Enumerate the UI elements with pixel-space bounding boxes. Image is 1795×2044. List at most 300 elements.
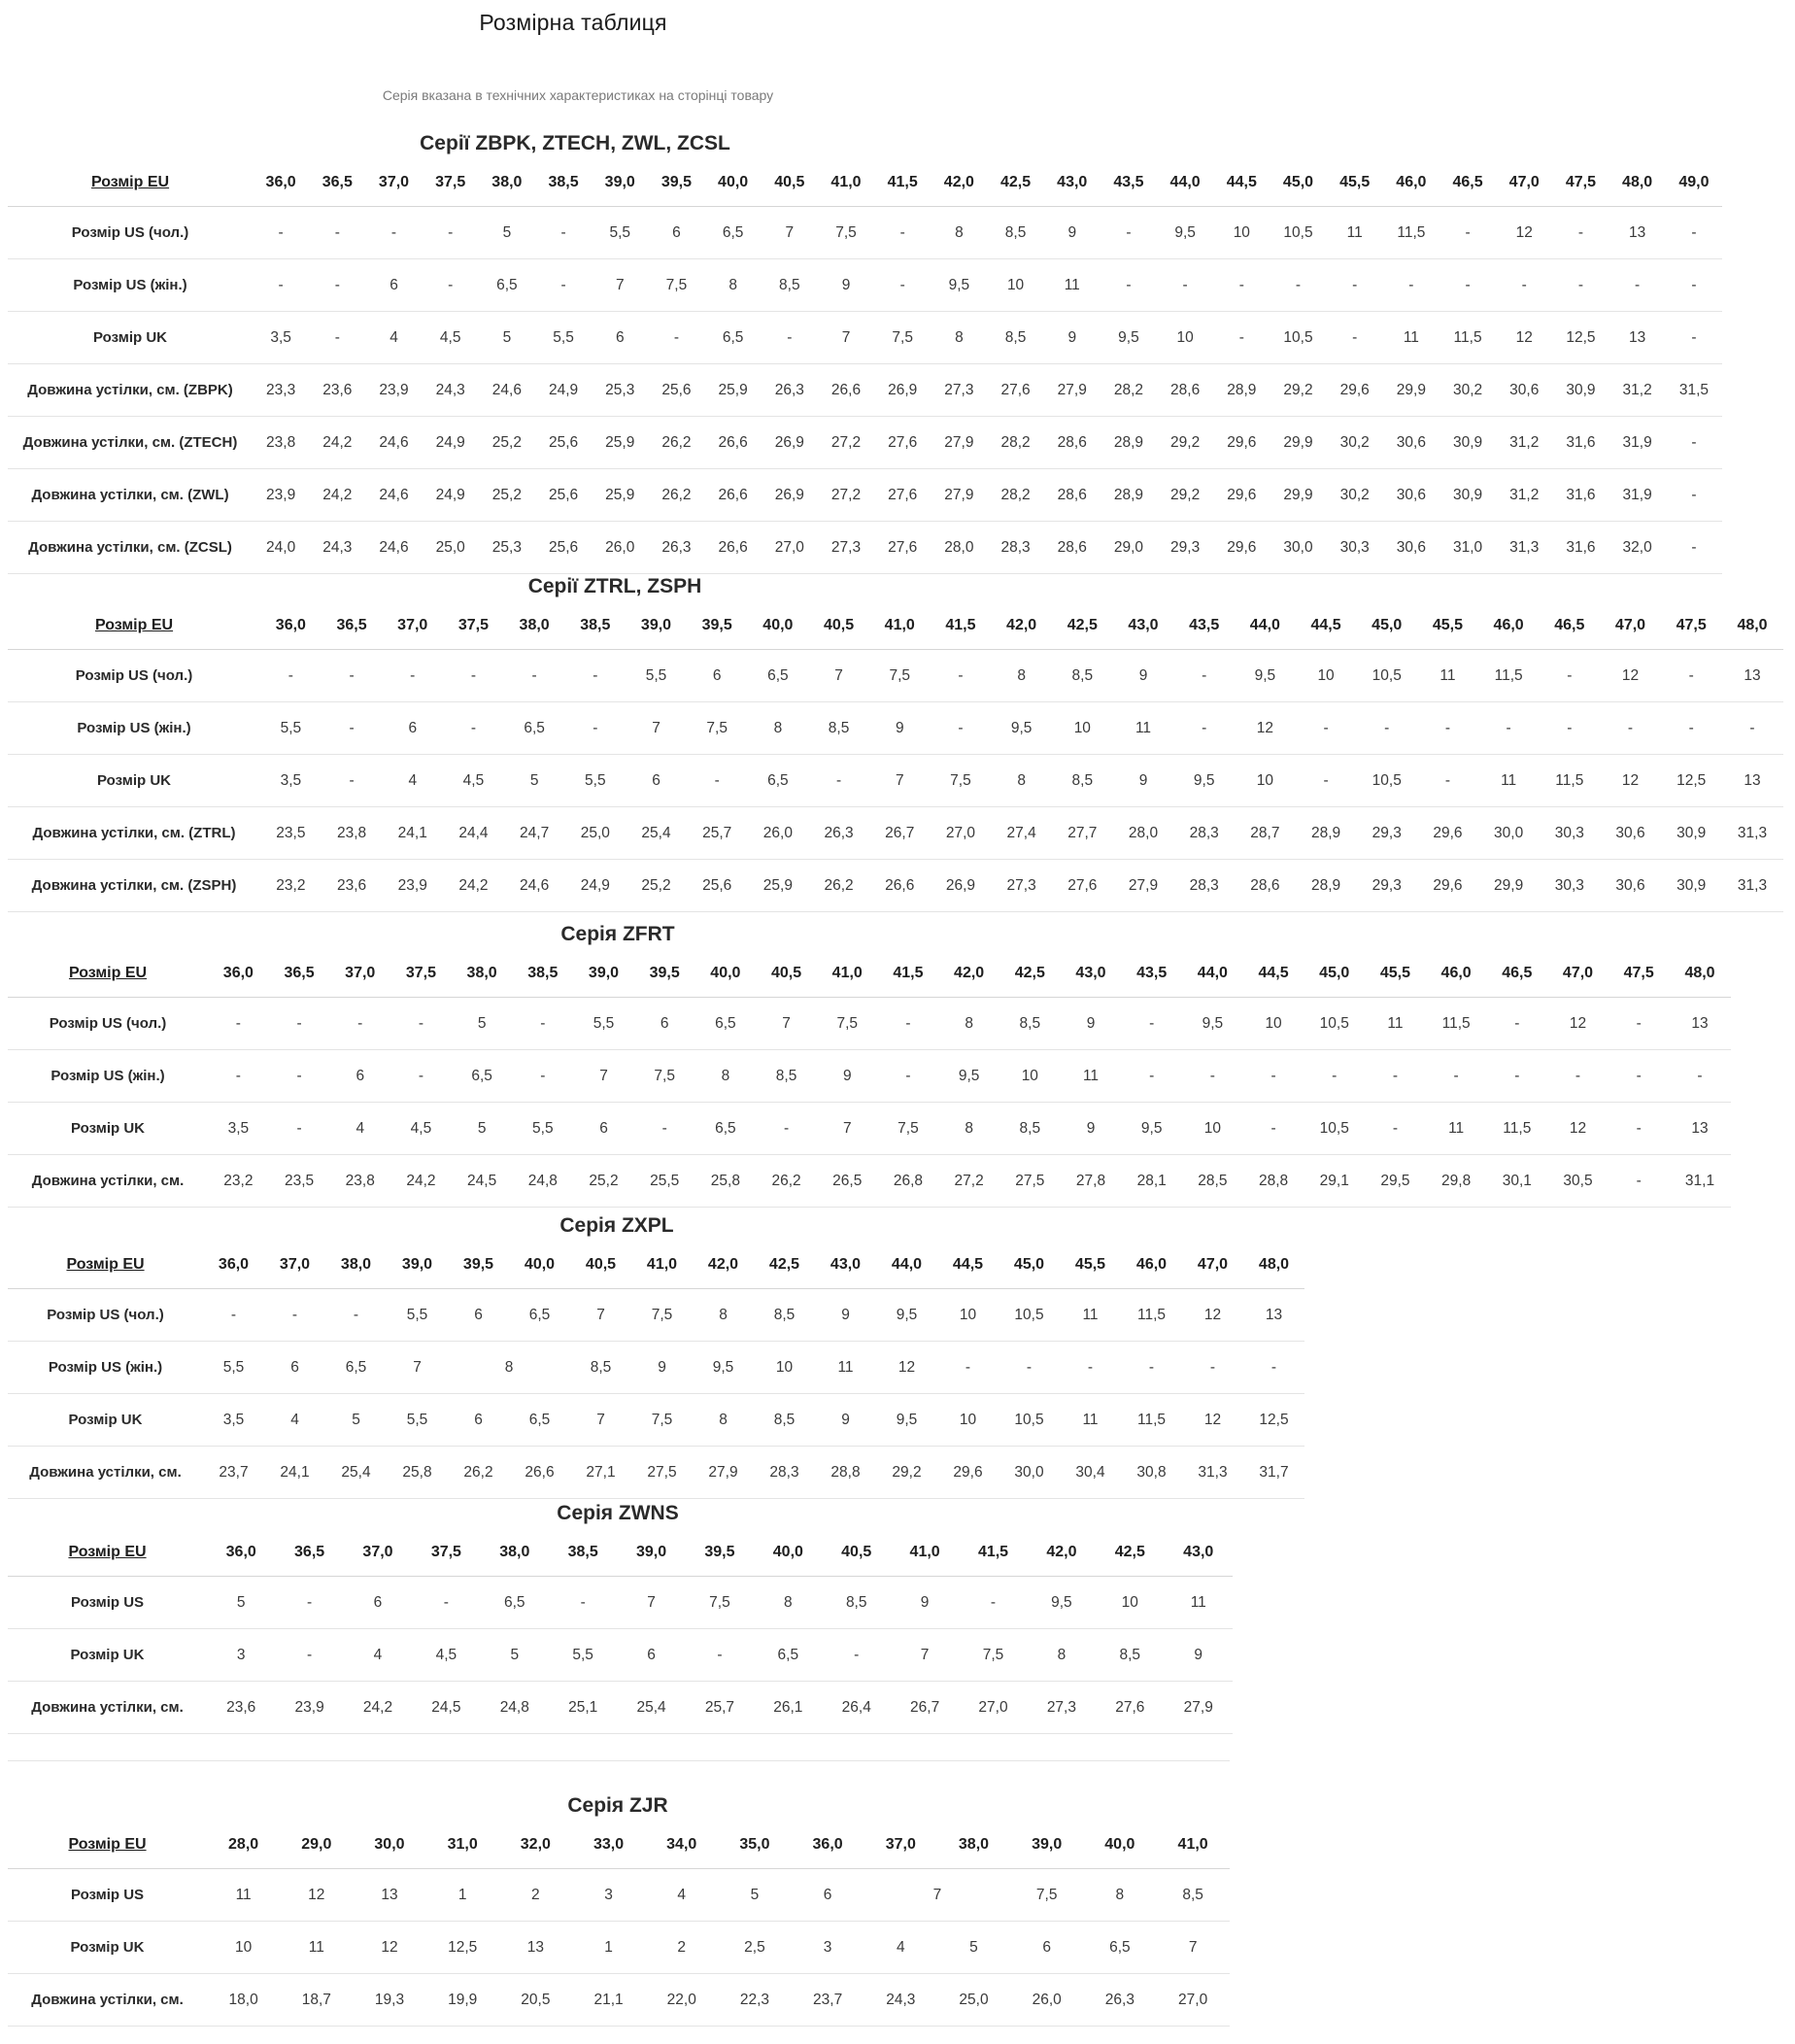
table-cell: 9,5 xyxy=(876,1394,937,1447)
table-cell: 6 xyxy=(365,259,422,312)
table-row xyxy=(8,1103,1731,1155)
table-cell: 23,8 xyxy=(253,417,309,469)
table-cell: - xyxy=(1213,312,1270,364)
header-size-cell: 39,5 xyxy=(686,1529,754,1577)
table-cell: 18,7 xyxy=(280,1974,353,2027)
table-cell: 10,5 xyxy=(999,1289,1060,1342)
table-cell: 25,2 xyxy=(479,417,535,469)
table-cell: 7,5 xyxy=(687,702,748,755)
table-cell: 10 xyxy=(754,1342,815,1394)
table-cell: 11 xyxy=(1365,998,1426,1050)
header-size-cell: 40,0 xyxy=(748,602,809,650)
header-size-cell: 34,0 xyxy=(645,1822,718,1869)
header-size-cell: 46,0 xyxy=(1121,1242,1182,1289)
table-cell: 8 xyxy=(748,702,809,755)
header-size-cell: 37,0 xyxy=(264,1242,325,1289)
series-title: Серії ZTRL, ZSPH xyxy=(527,575,702,597)
table-cell: 25,6 xyxy=(535,522,592,574)
table-cell: 8 xyxy=(1083,1869,1156,1922)
table-cell: 9 xyxy=(818,259,874,312)
table-cell: - xyxy=(535,259,592,312)
table-cell: 7 xyxy=(762,207,818,259)
table-cell: 12 xyxy=(1182,1289,1243,1342)
table-cell: 26,9 xyxy=(931,860,992,912)
table-cell: 10,5 xyxy=(1356,650,1417,702)
table-cell: - xyxy=(931,702,992,755)
table-cell: 13 xyxy=(499,1922,572,1974)
table-cell: - xyxy=(208,1050,269,1103)
table-cell: 8,5 xyxy=(987,312,1043,364)
header-size-cell: 44,5 xyxy=(1213,159,1270,207)
table-cell: 6 xyxy=(634,998,695,1050)
header-size-cell: 41,0 xyxy=(1156,1822,1229,1869)
table-cell: 26,6 xyxy=(818,364,874,417)
table-cell: 23,6 xyxy=(309,364,365,417)
table-row xyxy=(8,1869,1230,1922)
header-size-cell: 36,0 xyxy=(203,1242,264,1289)
row-label: Довжина устілки, см. xyxy=(8,1974,207,2027)
table-cell: 8,5 xyxy=(762,259,818,312)
table-cell: 8,5 xyxy=(808,702,869,755)
table-cell: - xyxy=(269,1050,330,1103)
header-size-cell: 38,5 xyxy=(549,1529,617,1577)
row-label: Розмір US (жін.) xyxy=(8,1342,203,1394)
table-cell: - xyxy=(1661,650,1722,702)
header-size-cell: 37,0 xyxy=(365,159,422,207)
table-cell: 24,4 xyxy=(443,807,504,860)
header-size-cell: 37,0 xyxy=(382,602,443,650)
table-cell: 10 xyxy=(1052,702,1113,755)
table-cell: 27,6 xyxy=(1052,860,1113,912)
header-size-cell: 40,5 xyxy=(808,602,869,650)
table-cell: 9,5 xyxy=(1157,207,1213,259)
table-cell: - xyxy=(1552,207,1609,259)
table-cell: 23,7 xyxy=(792,1974,864,2027)
header-label: Розмір EU xyxy=(8,602,260,650)
header-size-cell: 44,0 xyxy=(1157,159,1213,207)
header-size-cell: 31,0 xyxy=(426,1822,499,1869)
table-cell: 27,9 xyxy=(931,417,987,469)
table-cell: 27,3 xyxy=(991,860,1052,912)
table-cell: 24,1 xyxy=(382,807,443,860)
table-cell: 28,5 xyxy=(1182,1155,1243,1208)
table-cell: 24,9 xyxy=(423,469,479,522)
table-cell: 27,9 xyxy=(1113,860,1174,912)
table-cell: 26,0 xyxy=(1010,1974,1083,2027)
table-cell: - xyxy=(1600,702,1661,755)
header-label: Розмір EU xyxy=(8,950,208,998)
table-header-row xyxy=(8,159,1722,207)
table-cell: 2 xyxy=(645,1922,718,1974)
header-size-cell: 43,5 xyxy=(1101,159,1157,207)
table-cell: 26,3 xyxy=(1083,1974,1156,2027)
table-row xyxy=(8,1974,1230,2027)
table-row xyxy=(8,650,1783,702)
row-label: Розмір UK xyxy=(8,1103,208,1155)
table-cell: 8 xyxy=(931,207,987,259)
header-size-cell: 45,0 xyxy=(1270,159,1326,207)
table-cell: 28,2 xyxy=(987,469,1043,522)
table-cell: 12,5 xyxy=(1552,312,1609,364)
table-cell: 30,6 xyxy=(1383,469,1439,522)
table-cell: - xyxy=(322,755,383,807)
table-cell: 7 xyxy=(592,259,648,312)
table-cell: 29,6 xyxy=(1327,364,1383,417)
table-cell: 30,5 xyxy=(1547,1155,1609,1208)
table-cell: 24,6 xyxy=(479,364,535,417)
table-cell: 23,9 xyxy=(365,364,422,417)
header-size-cell: 36,5 xyxy=(269,950,330,998)
table-cell: 26,2 xyxy=(756,1155,817,1208)
table-cell: 6,5 xyxy=(695,998,757,1050)
row-label: Довжина устілки, см. (ZWL) xyxy=(8,469,253,522)
header-size-cell: 45,5 xyxy=(1365,950,1426,998)
table-cell: - xyxy=(1101,207,1157,259)
table-cell: 9 xyxy=(1113,650,1174,702)
table-row xyxy=(8,364,1722,417)
table-cell: - xyxy=(1666,522,1722,574)
table-cell: 29,9 xyxy=(1270,469,1326,522)
table-cell: 7 xyxy=(570,1394,631,1447)
table-cell: - xyxy=(269,998,330,1050)
table-cell: 7 xyxy=(818,312,874,364)
table-cell: 24,5 xyxy=(412,1682,480,1734)
table-cell: - xyxy=(1609,1103,1670,1155)
table-cell: 4 xyxy=(864,1922,937,1974)
table-cell: 9,5 xyxy=(1235,650,1296,702)
series-title: Серії ZBPK, ZTECH, ZWL, ZCSL xyxy=(420,132,730,154)
table-cell: - xyxy=(1539,702,1600,755)
table-cell: 5,5 xyxy=(626,650,687,702)
table-cell: - xyxy=(1417,755,1478,807)
table-cell: 26,2 xyxy=(808,860,869,912)
table-cell: 28,2 xyxy=(987,417,1043,469)
size-table xyxy=(8,159,1722,574)
row-label: Розмір US (жін.) xyxy=(8,259,253,312)
table-cell: 31,6 xyxy=(1552,469,1609,522)
table-cell: 6 xyxy=(687,650,748,702)
header-size-cell: 38,0 xyxy=(479,159,535,207)
table-cell: 27,1 xyxy=(570,1447,631,1499)
table-cell: 24,3 xyxy=(864,1974,937,2027)
table-cell: 24,3 xyxy=(309,522,365,574)
table-cell: 12 xyxy=(876,1342,937,1394)
table-cell: 11 xyxy=(280,1922,353,1974)
table-row xyxy=(8,702,1783,755)
table-cell: 26,4 xyxy=(823,1682,891,1734)
table-cell: - xyxy=(1670,1050,1731,1103)
table-cell: 27,6 xyxy=(987,364,1043,417)
table-cell: 3,5 xyxy=(253,312,309,364)
table-row xyxy=(8,1394,1304,1447)
table-cell: 31,9 xyxy=(1609,469,1666,522)
table-row xyxy=(8,469,1722,522)
table-cell: 24,8 xyxy=(512,1155,573,1208)
table-cell: 29,6 xyxy=(1213,469,1270,522)
table-cell: 5 xyxy=(325,1394,387,1447)
table-cell: 31,1 xyxy=(1670,1155,1731,1208)
table-cell: 23,6 xyxy=(322,860,383,912)
table-cell: - xyxy=(1439,259,1496,312)
header-size-cell: 48,0 xyxy=(1670,950,1731,998)
table-cell: 28,9 xyxy=(1101,417,1157,469)
table-cell: 24,6 xyxy=(504,860,565,912)
table-cell: 6,5 xyxy=(479,259,535,312)
table-cell: 24,2 xyxy=(390,1155,452,1208)
table-cell: - xyxy=(1552,259,1609,312)
table-cell: - xyxy=(878,1050,939,1103)
row-label: Довжина устілки, см. xyxy=(8,1447,203,1499)
header-size-cell: 42,0 xyxy=(693,1242,754,1289)
header-size-cell: 36,0 xyxy=(208,950,269,998)
table-cell: - xyxy=(762,312,818,364)
table-cell: 13 xyxy=(1609,312,1666,364)
table-cell: 28,6 xyxy=(1044,469,1101,522)
table-cell: 24,2 xyxy=(344,1682,412,1734)
header-size-cell: 42,5 xyxy=(987,159,1043,207)
header-size-cell: 39,0 xyxy=(387,1242,448,1289)
table-cell: 12 xyxy=(353,1922,425,1974)
table-cell: 7 xyxy=(817,1103,878,1155)
row-label: Розмір UK xyxy=(8,1922,207,1974)
table-cell: - xyxy=(1182,1050,1243,1103)
header-size-cell: 33,0 xyxy=(572,1822,645,1869)
table-cell: 27,2 xyxy=(818,417,874,469)
table-cell: 6,5 xyxy=(705,207,762,259)
table-cell: 7 xyxy=(756,998,817,1050)
table-cell: 5,5 xyxy=(564,755,626,807)
table-cell: 11,5 xyxy=(1486,1103,1547,1155)
table-cell: - xyxy=(1661,702,1722,755)
row-label: Розмір UK xyxy=(8,1394,203,1447)
table-cell: 24,0 xyxy=(253,522,309,574)
table-cell: - xyxy=(423,207,479,259)
header-size-cell: 36,0 xyxy=(260,602,322,650)
table-cell: 12 xyxy=(1496,207,1552,259)
table-cell: 23,9 xyxy=(382,860,443,912)
table-cell: 30,9 xyxy=(1661,860,1722,912)
table-cell: 31,6 xyxy=(1552,522,1609,574)
table-cell: - xyxy=(1121,998,1182,1050)
table-cell: 30,6 xyxy=(1600,807,1661,860)
table-cell: 26,9 xyxy=(762,469,818,522)
table-cell: 29,1 xyxy=(1304,1155,1365,1208)
table-cell: - xyxy=(1486,998,1547,1050)
table-cell: 5,5 xyxy=(549,1629,617,1682)
table-cell: 31,2 xyxy=(1496,417,1552,469)
table-cell: - xyxy=(264,1289,325,1342)
table-cell: 5 xyxy=(481,1629,549,1682)
header-size-cell: 47,0 xyxy=(1496,159,1552,207)
table-cell: 7,5 xyxy=(818,207,874,259)
table-cell: 29,3 xyxy=(1356,807,1417,860)
header-size-cell: 39,0 xyxy=(1010,1822,1083,1869)
table-cell: - xyxy=(1609,998,1670,1050)
table-cell: 6,5 xyxy=(1083,1922,1156,1974)
table-cell: 27,3 xyxy=(818,522,874,574)
table-cell: - xyxy=(512,1050,573,1103)
table-cell: - xyxy=(878,998,939,1050)
header-size-cell: 37,0 xyxy=(329,950,390,998)
header-size-cell: 41,0 xyxy=(891,1529,959,1577)
table-cell: - xyxy=(1173,650,1235,702)
size-table xyxy=(8,1242,1304,1499)
table-cell: 5,5 xyxy=(203,1342,264,1394)
table-cell: - xyxy=(808,755,869,807)
table-cell: 10,5 xyxy=(999,1394,1060,1447)
table-cell: 9 xyxy=(1113,755,1174,807)
table-cell: 25,4 xyxy=(617,1682,685,1734)
table-cell: - xyxy=(390,998,452,1050)
table-cell: 6,5 xyxy=(504,702,565,755)
table-cell: - xyxy=(1304,1050,1365,1103)
table-cell: 5 xyxy=(207,1577,275,1629)
table-cell: 28,6 xyxy=(1044,522,1101,574)
table-cell: 28,9 xyxy=(1296,860,1357,912)
table-cell: 25,7 xyxy=(686,1682,754,1734)
table-cell: 25,2 xyxy=(479,469,535,522)
header-size-cell: 47,5 xyxy=(1609,950,1670,998)
size-table xyxy=(8,1822,1230,2027)
table-cell: 24,6 xyxy=(365,417,422,469)
table-cell: 28,3 xyxy=(1173,807,1235,860)
header-size-cell: 29,0 xyxy=(280,1822,353,1869)
table-cell: - xyxy=(1666,417,1722,469)
row-label: Довжина устілки, см. xyxy=(8,1682,207,1734)
header-size-cell: 43,0 xyxy=(1113,602,1174,650)
header-size-cell: 48,0 xyxy=(1243,1242,1304,1289)
table-row xyxy=(8,807,1783,860)
table-cell: - xyxy=(1426,1050,1487,1103)
table-cell: 24,5 xyxy=(452,1155,513,1208)
table-cell: 25,0 xyxy=(937,1974,1010,2027)
table-cell: 25,9 xyxy=(592,469,648,522)
table-cell: - xyxy=(1356,702,1417,755)
table-cell: 11 xyxy=(1044,259,1101,312)
table-cell: - xyxy=(1243,1342,1304,1394)
table-cell: - xyxy=(269,1103,330,1155)
table-cell: 8,5 xyxy=(754,1289,815,1342)
table-cell: - xyxy=(823,1629,891,1682)
table-cell: 29,5 xyxy=(1365,1155,1426,1208)
table-cell: 29,9 xyxy=(1478,860,1540,912)
table-cell: 6,5 xyxy=(325,1342,387,1394)
table-cell: 23,2 xyxy=(260,860,322,912)
table-cell: 8 xyxy=(938,998,999,1050)
header-size-cell: 38,0 xyxy=(481,1529,549,1577)
table-cell: 9,5 xyxy=(1121,1103,1182,1155)
table-cell: 29,6 xyxy=(1213,417,1270,469)
table-cell: 11,5 xyxy=(1121,1289,1182,1342)
table-cell: 25,1 xyxy=(549,1682,617,1734)
table-cell: 8,5 xyxy=(1052,650,1113,702)
table-cell: - xyxy=(322,650,383,702)
table-row xyxy=(8,1922,1230,1974)
table-cell: 13 xyxy=(1722,650,1783,702)
table-cell: 6 xyxy=(592,312,648,364)
header-size-cell: 39,0 xyxy=(617,1529,685,1577)
table-cell: 9 xyxy=(817,1050,878,1103)
table-cell: - xyxy=(1666,312,1722,364)
table-cell: 11 xyxy=(1426,1103,1487,1155)
table-cell: 9,5 xyxy=(876,1289,937,1342)
header-size-cell: 28,0 xyxy=(207,1822,280,1869)
table-cell: 9 xyxy=(1044,312,1101,364)
table-cell: 27,0 xyxy=(959,1682,1027,1734)
header-size-cell: 45,0 xyxy=(999,1242,1060,1289)
table-cell: 9,5 xyxy=(1101,312,1157,364)
header-size-cell: 42,0 xyxy=(931,159,987,207)
table-cell: 23,8 xyxy=(329,1155,390,1208)
table-cell: 8 xyxy=(1028,1629,1096,1682)
header-size-cell: 47,5 xyxy=(1552,159,1609,207)
table-cell: 8 xyxy=(705,259,762,312)
table-cell: 7 xyxy=(808,650,869,702)
table-cell: - xyxy=(512,998,573,1050)
table-cell: 9 xyxy=(1061,998,1122,1050)
table-cell: 31,3 xyxy=(1182,1447,1243,1499)
table-cell: 23,6 xyxy=(207,1682,275,1734)
header-size-cell: 42,0 xyxy=(991,602,1052,650)
table-cell: 8,5 xyxy=(756,1050,817,1103)
header-size-cell: 45,5 xyxy=(1417,602,1478,650)
table-cell: 27,6 xyxy=(874,522,931,574)
table-cell: 8 xyxy=(693,1289,754,1342)
table-cell: 27,9 xyxy=(1164,1682,1233,1734)
table-cell: 23,8 xyxy=(322,807,383,860)
divider xyxy=(8,1760,1230,1761)
table-cell: - xyxy=(1327,259,1383,312)
table-cell: 25,2 xyxy=(626,860,687,912)
table-row xyxy=(8,259,1722,312)
table-cell: 26,6 xyxy=(705,417,762,469)
table-cell: 27,7 xyxy=(1052,807,1113,860)
header-size-cell: 40,0 xyxy=(705,159,762,207)
table-cell: 30,9 xyxy=(1439,469,1496,522)
header-size-cell: 40,0 xyxy=(695,950,757,998)
table-cell: 5,5 xyxy=(592,207,648,259)
table-cell: - xyxy=(1478,702,1540,755)
table-cell: - xyxy=(1722,702,1783,755)
header-size-cell: 43,0 xyxy=(815,1242,876,1289)
table-cell: 2,5 xyxy=(718,1922,791,1974)
table-cell: - xyxy=(365,207,422,259)
table-cell: 31,9 xyxy=(1609,417,1666,469)
table-cell: 30,0 xyxy=(999,1447,1060,1499)
table-cell: 13 xyxy=(1670,1103,1731,1155)
table-cell: 7 xyxy=(869,755,931,807)
table-cell: 4 xyxy=(645,1869,718,1922)
table-cell: 8 xyxy=(754,1577,822,1629)
table-cell: 20,5 xyxy=(499,1974,572,2027)
row-label: Розмір UK xyxy=(8,312,253,364)
table-cell: 29,2 xyxy=(1270,364,1326,417)
table-cell: 4,5 xyxy=(412,1629,480,1682)
table-cell: 29,9 xyxy=(1383,364,1439,417)
table-cell: 2 xyxy=(499,1869,572,1922)
row-label: Довжина устілки, см. (ZCSL) xyxy=(8,522,253,574)
table-cell: 5,5 xyxy=(535,312,592,364)
table-row xyxy=(8,522,1722,574)
header-size-cell: 37,5 xyxy=(443,602,504,650)
table-cell: 23,5 xyxy=(260,807,322,860)
header-size-cell: 42,5 xyxy=(999,950,1061,998)
table-cell: - xyxy=(1270,259,1326,312)
header-size-cell: 41,5 xyxy=(878,950,939,998)
table-cell: 11 xyxy=(1478,755,1540,807)
header-size-cell: 46,0 xyxy=(1478,602,1540,650)
row-label: Довжина устілки, см. (ZBPK) xyxy=(8,364,253,417)
